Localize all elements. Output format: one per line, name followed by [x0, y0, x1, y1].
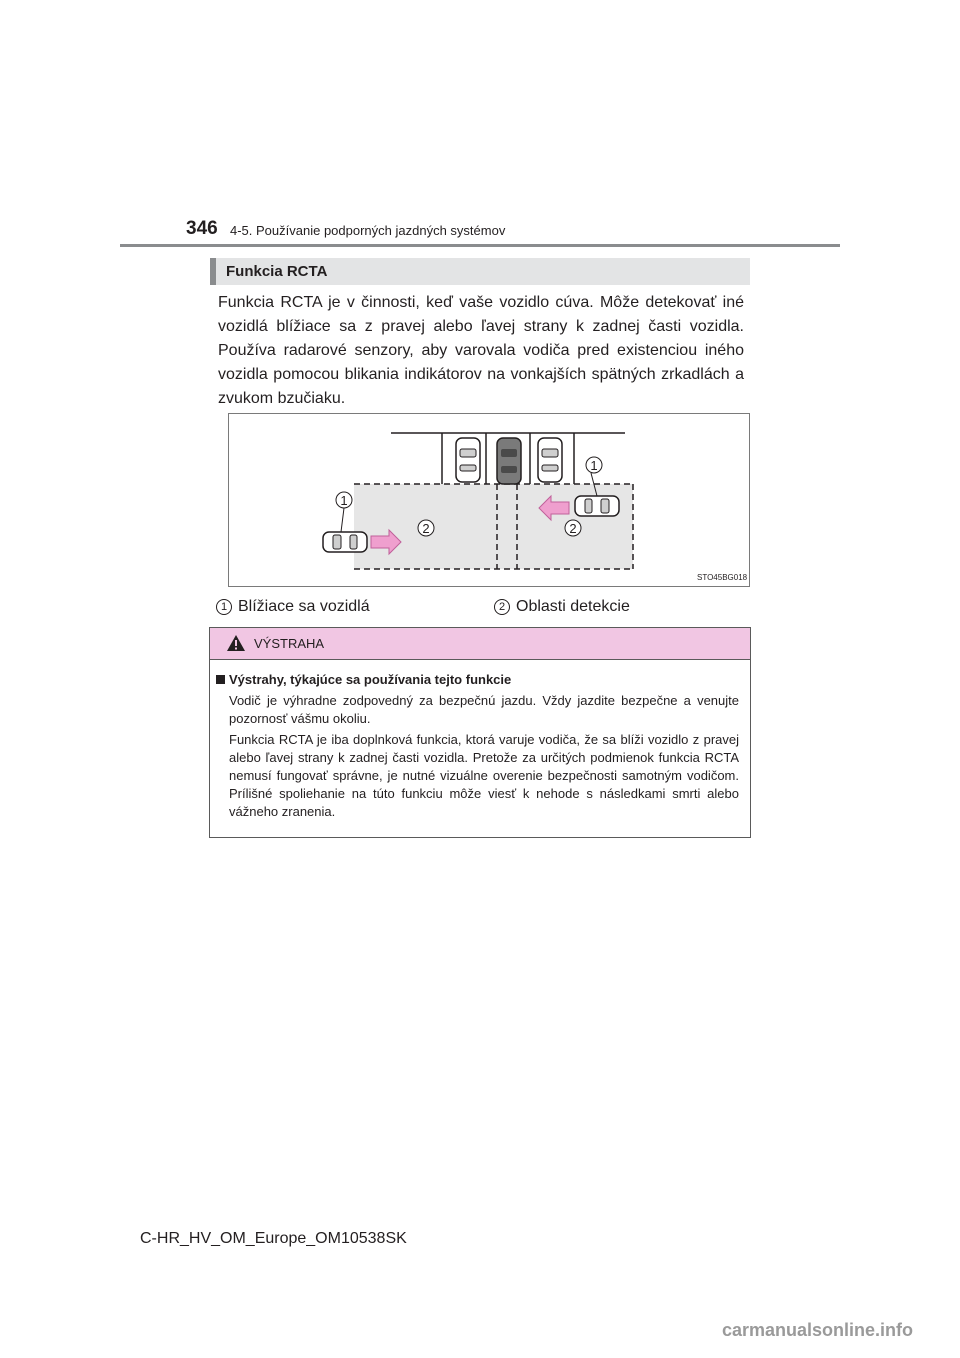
legend-text: Blížiace sa vozidlá — [238, 598, 370, 615]
legend-item-1 — [216, 598, 370, 616]
footer-document-code: C-HR_HV_OM_Europe_OM10538SK — [140, 1230, 407, 1247]
section-body: Funkcia RCTA je v činnosti, keď vaše vozidlo cúva. Môže detekovať iné vozidlá blížiace sa z pravej alebo ľavej strany k zadnej časti vozidla. Používa radarové senzory, aby varovala vodiča pred existenciou iného vozidla pomocou blikania indikátorov na vonkajších spätných zrkadlách a zvukom bzučiaku. — [218, 294, 744, 407]
rcta-diagram — [229, 414, 749, 586]
warning-label: VÝSTRAHA — [254, 636, 325, 651]
section-header — [210, 258, 750, 285]
warning-icon — [226, 634, 246, 652]
callout-2-right: 2 — [569, 521, 577, 536]
legend-item-2 — [494, 598, 630, 616]
approaching-vehicle-right — [575, 496, 619, 516]
figure-code: STO45BG018 — [697, 573, 748, 582]
warning-paragraph: Vodič je výhradne zodpovedný za bezpečnú jazdu. Vždy jazdite bezpečne a venujte pozornosť vášmu okoliu. — [229, 693, 739, 726]
rcta-figure — [228, 413, 750, 587]
parked-car — [538, 438, 562, 482]
legend-number: 1 — [216, 599, 232, 615]
callout-2-left: 2 — [422, 521, 430, 536]
warning-box — [209, 627, 751, 838]
detection-area-left — [354, 484, 517, 569]
callout-1-left: 1 — [340, 493, 348, 508]
page-number: 346 — [186, 218, 218, 239]
bullet-square-icon — [216, 675, 225, 684]
section-title: Funkcia RCTA — [226, 263, 328, 280]
warning-title: Výstrahy, týkajúce sa používania tejto funkcie — [216, 672, 511, 687]
callout-1-right: 1 — [590, 458, 598, 473]
header-rule — [120, 244, 840, 247]
legend-text: Oblasti detekcie — [516, 598, 630, 615]
section-accent — [210, 258, 216, 285]
chapter-title: 4-5. Používanie podporných jazdných systémov — [230, 223, 506, 238]
watermark: carmanualsonline.info — [722, 1320, 914, 1340]
warning-header — [210, 628, 750, 660]
approaching-vehicle-left — [323, 532, 367, 552]
legend-number: 2 — [494, 599, 510, 615]
own-vehicle — [497, 438, 521, 484]
parked-car — [456, 438, 480, 482]
warning-paragraph: Funkcia RCTA je iba doplnková funkcia, ktorá varuje vodiča, že sa blíži vozidlo z pravej alebo ľavej strany k zadnej časti vozidla. Pretože za určitých podmienok funkcia RCTA nemusí fungovať správne, je nutné vizuálne overenie bezpečnosti samotným vodičom. Prílišné spoliehanie na túto funkciu môže viesť k nehode s následkami smrti alebo vážneho zranenia. — [229, 732, 739, 819]
